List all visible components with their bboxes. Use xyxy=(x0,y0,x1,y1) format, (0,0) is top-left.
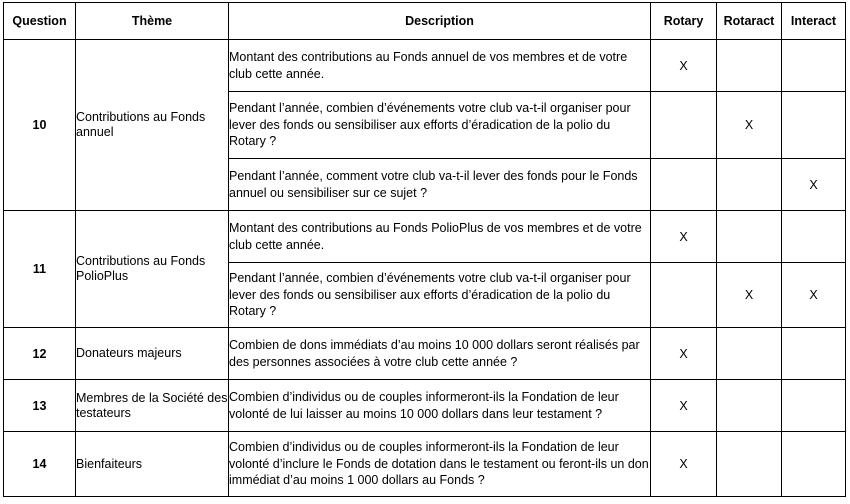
table-row xyxy=(4,328,846,380)
theme-cell: Contributions au Fonds annuel xyxy=(76,40,229,211)
theme-cell: Bienfaiteurs xyxy=(76,432,229,497)
description-cell: Pendant l’année, combien d’événements votre club va-t-il organiser pour lever des fonds ou sensibiliser aux efforts d’éradication de la polio du Rotary ? xyxy=(229,92,651,159)
header-question: Question xyxy=(4,3,76,40)
table-row xyxy=(4,380,846,432)
rotaract-mark xyxy=(717,211,782,263)
interact-mark xyxy=(782,211,846,263)
header-row xyxy=(4,3,846,40)
description-cell: Pendant l’année, comment votre club va-t-il lever des fonds pour le Fonds annuel ou sensibiliser sur ce sujet ? xyxy=(229,159,651,211)
rotaract-mark xyxy=(717,159,782,211)
rotary-mark: X xyxy=(651,432,717,497)
interact-mark: X xyxy=(782,263,846,328)
interact-mark xyxy=(782,40,846,92)
interact-mark xyxy=(782,432,846,497)
theme-cell: Membres de la Société des testateurs xyxy=(76,380,229,432)
description-cell: Montant des contributions au Fonds PolioPlus de vos membres et de votre club cette année. xyxy=(229,211,651,263)
interact-mark: X xyxy=(782,159,846,211)
rotary-mark xyxy=(651,263,717,328)
description-cell: Pendant l’année, combien d’événements votre club va-t-il organiser pour lever des fonds ou sensibiliser aux efforts d’éradication de la polio du Rotary ? xyxy=(229,263,651,328)
rotaract-mark xyxy=(717,328,782,380)
description-cell: Combien de dons immédiats d’au moins 10 000 dollars seront réalisés par des personnes associées à votre club cette année ? xyxy=(229,328,651,380)
header-interact: Interact xyxy=(782,3,846,40)
interact-mark xyxy=(782,92,846,159)
club-goals-table xyxy=(3,2,846,497)
header-rotaract: Rotaract xyxy=(717,3,782,40)
rotary-mark xyxy=(651,159,717,211)
rotaract-mark: X xyxy=(717,92,782,159)
question-number: 11 xyxy=(4,211,76,328)
header-rotary: Rotary xyxy=(651,3,717,40)
theme-cell: Donateurs majeurs xyxy=(76,328,229,380)
description-cell: Montant des contributions au Fonds annuel de vos membres et de votre club cette année. xyxy=(229,40,651,92)
question-number: 14 xyxy=(4,432,76,497)
question-number: 12 xyxy=(4,328,76,380)
rotary-mark: X xyxy=(651,380,717,432)
rotary-mark: X xyxy=(651,40,717,92)
question-number: 10 xyxy=(4,40,76,211)
table-row xyxy=(4,432,846,497)
interact-mark xyxy=(782,380,846,432)
rotaract-mark: X xyxy=(717,263,782,328)
question-number: 13 xyxy=(4,380,76,432)
description-cell: Combien d’individus ou de couples informeront-ils la Fondation de leur volonté d’inclure le Fonds de dotation dans le testament ou feront-ils un don immédiat d’au moins 1 000 dollars au Fonds ? xyxy=(229,432,651,497)
header-theme: Thème xyxy=(76,3,229,40)
interact-mark xyxy=(782,328,846,380)
table-row xyxy=(4,40,846,92)
rotaract-mark xyxy=(717,432,782,497)
theme-cell: Contributions au Fonds PolioPlus xyxy=(76,211,229,328)
rotary-mark: X xyxy=(651,328,717,380)
table-row xyxy=(4,211,846,263)
rotary-mark xyxy=(651,92,717,159)
description-cell: Combien d’individus ou de couples informeront-ils la Fondation de leur volonté de lui laisser au moins 10 000 dollars dans leur testament ? xyxy=(229,380,651,432)
rotaract-mark xyxy=(717,380,782,432)
header-description: Description xyxy=(229,3,651,40)
rotaract-mark xyxy=(717,40,782,92)
rotary-mark: X xyxy=(651,211,717,263)
